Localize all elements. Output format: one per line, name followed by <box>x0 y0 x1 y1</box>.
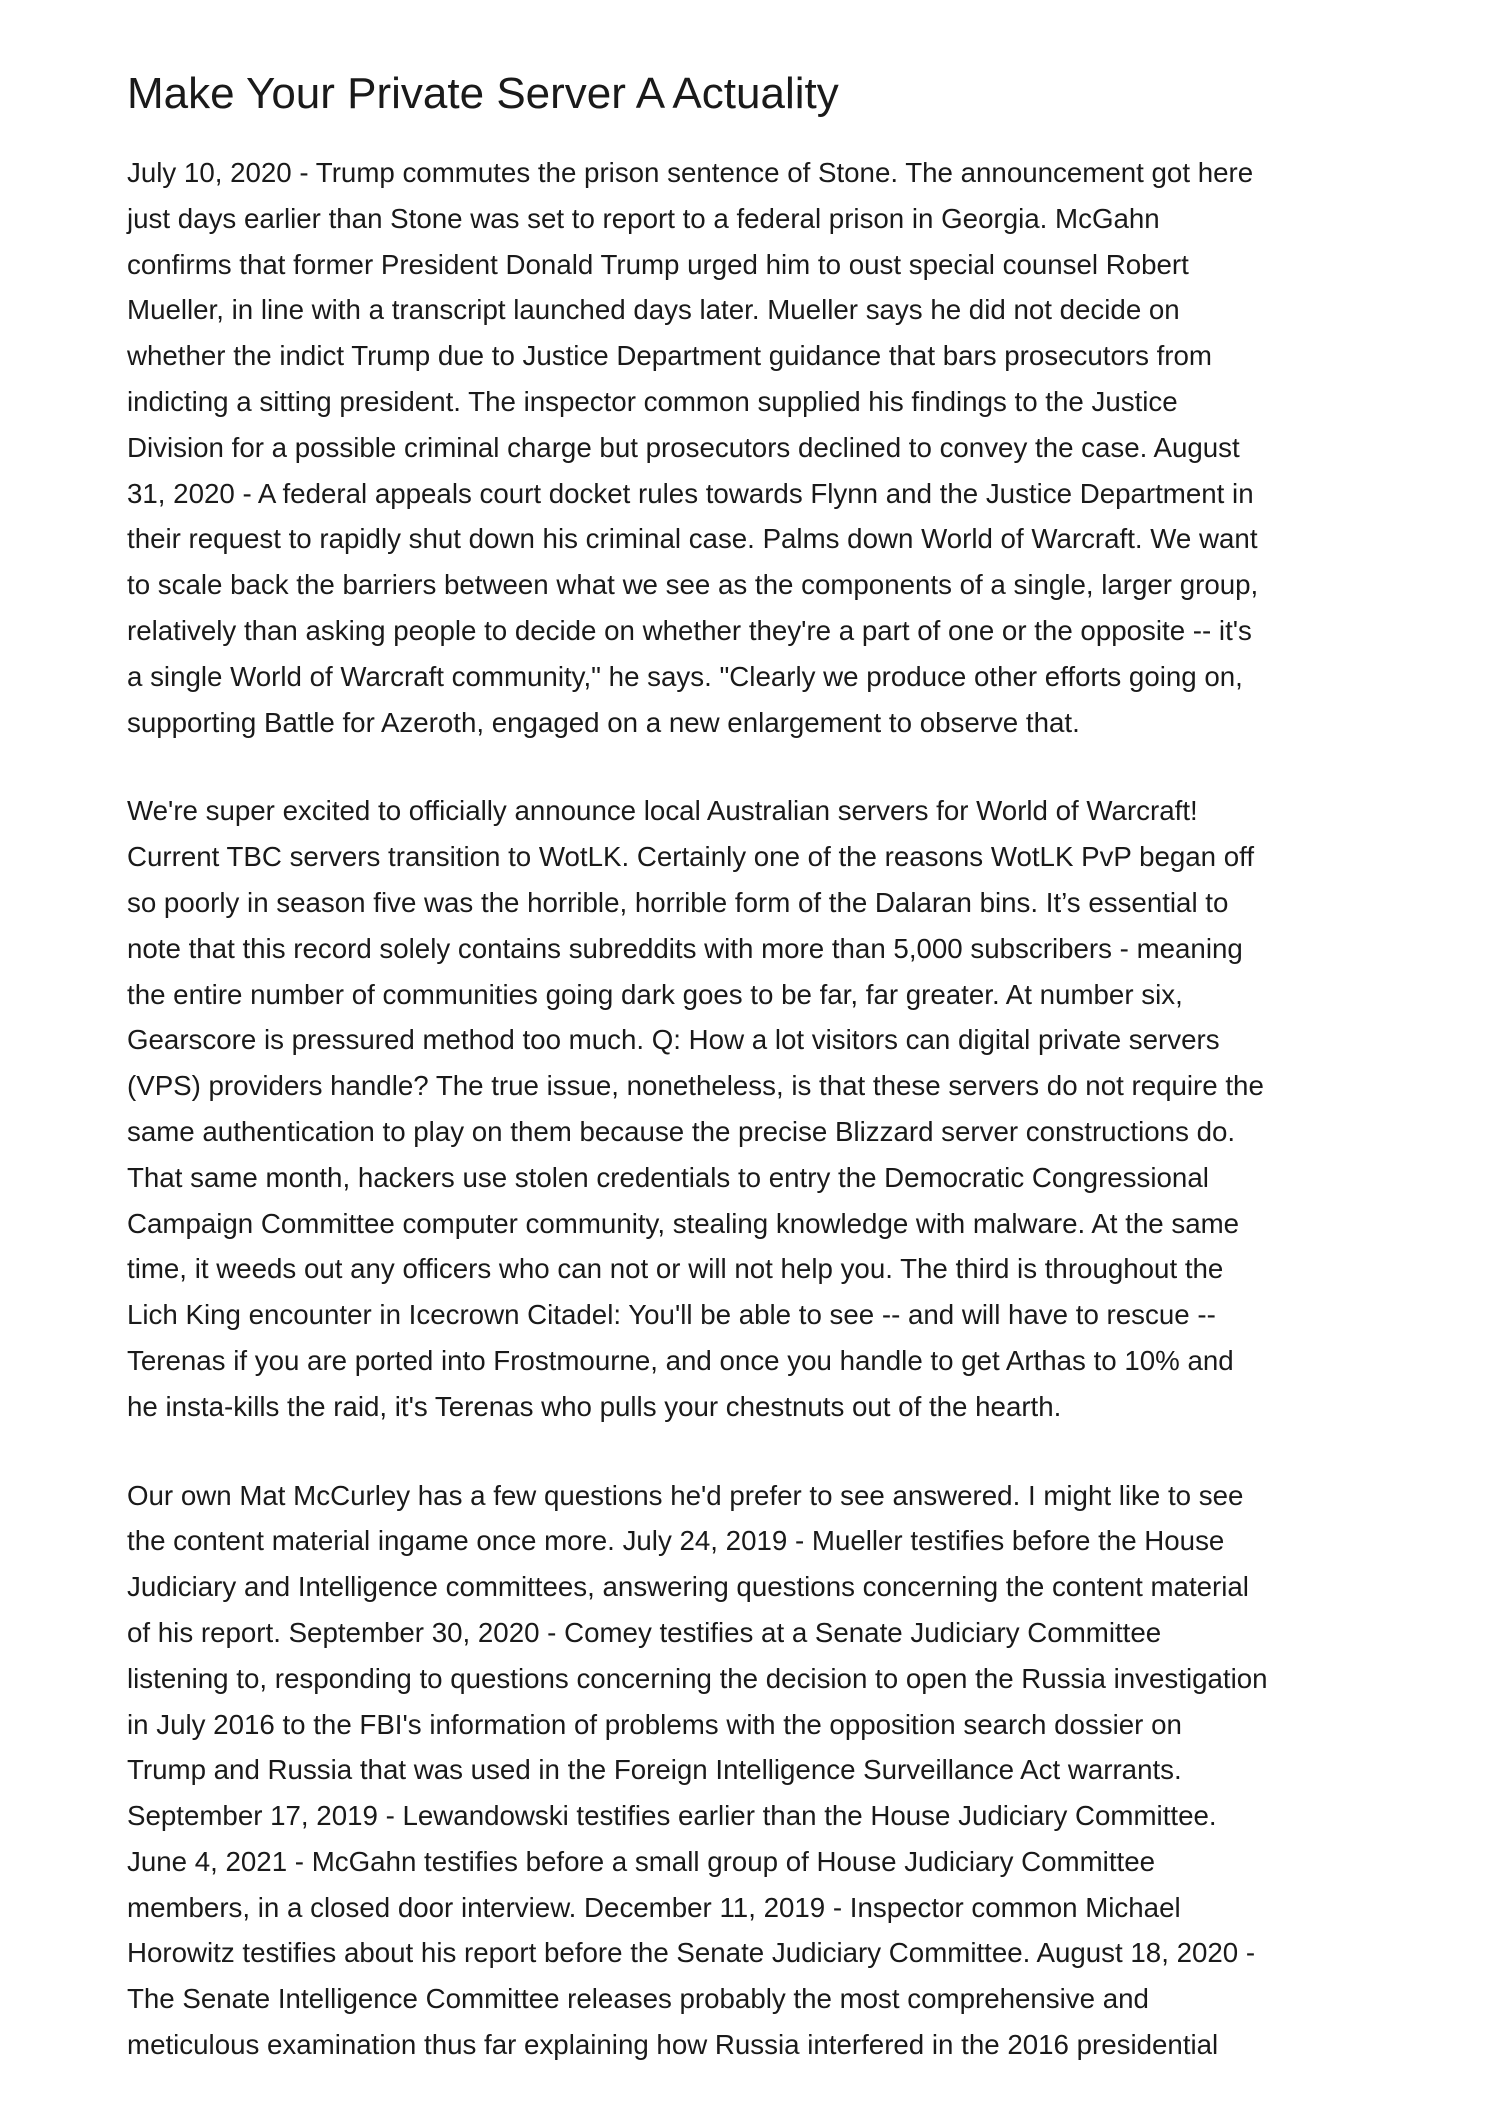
document-title: Make Your Private Server A Actuality <box>127 69 839 118</box>
text-line: The Senate Intelligence Committee releases probably the most comprehensive and <box>127 1983 1149 2015</box>
text-line: Campaign Committee computer community, stealing knowledge with malware. At the same <box>127 1207 1240 1239</box>
document-body <box>127 150 1389 2068</box>
body-paragraph-3 <box>127 1473 1389 2068</box>
text-line: Division for a possible criminal charge but prosecutors declined to convey the case. August <box>127 431 1240 463</box>
text-line: supporting Battle for Azeroth, engaged on a new enlargement to observe that. <box>127 706 1080 738</box>
text-line: meticulous examination thus far explaining how Russia interfered in the 2016 presidential <box>127 2029 1219 2061</box>
body-paragraph-2 <box>127 788 1389 1429</box>
text-line: a single World of Warcraft community," he says. "Clearly we produce other efforts going on, <box>127 660 1243 692</box>
text-line: he insta-kills the raid, it's Terenas who pulls your chestnuts out of the hearth. <box>127 1390 1062 1422</box>
text-line: note that this record solely contains subreddits with more than 5,000 subscribers - meaning <box>127 932 1243 964</box>
text-line: just days earlier than Stone was set to report to a federal prison in Georgia. McGahn <box>127 202 1160 234</box>
text-line: We're super excited to officially announce local Australian servers for World of Warcraft! <box>127 795 1198 827</box>
text-line: Gearscore is pressured method too much. Q: How a lot visitors can digital private servers <box>127 1024 1220 1056</box>
text-line: (VPS) providers handle? The true issue, nonetheless, is that these servers do not require the <box>127 1070 1264 1102</box>
text-line: Mueller, in line with a transcript launched days later. Mueller says he did not decide on <box>127 294 1180 326</box>
text-line: whether the indict Trump due to Justice Department guidance that bars prosecutors from <box>127 340 1212 372</box>
text-line: of his report. September 30, 2020 - Comey testifies at a Senate Judiciary Committee <box>127 1616 1162 1648</box>
text-line: Lich King encounter in Icecrown Citadel: You'll be able to see -- and will have to rescue -- <box>127 1299 1216 1331</box>
text-line: June 4, 2021 - McGahn testifies before a small group of House Judiciary Committee <box>127 1845 1156 1877</box>
text-line: confirms that former President Donald Trump urged him to oust special counsel Robert <box>127 248 1189 280</box>
body-paragraph-1 <box>127 150 1389 745</box>
text-line: July 10, 2020 - Trump commutes the prison sentence of Stone. The announcement got here <box>127 157 1254 188</box>
text-line: so poorly in season five was the horrible, horrible form of the Dalaran bins. It’s essential to <box>127 886 1229 918</box>
text-line: 31, 2020 - A federal appeals court docket rules towards Flynn and the Justice Department in <box>127 477 1254 509</box>
text-line: their request to rapidly shut down his criminal case. Palms down World of Warcraft. We want <box>127 523 1258 555</box>
text-line: Horowitz testifies about his report before the Senate Judiciary Committee. August 18, 2020 - <box>127 1937 1256 1969</box>
text-line: That same month, hackers use stolen credentials to entry the Democratic Congressional <box>127 1161 1209 1193</box>
text-line: in July 2016 to the FBI's information of problems with the opposition search dossier on <box>127 1708 1182 1740</box>
text-line: September 17, 2019 - Lewandowski testifies earlier than the House Judiciary Committee. <box>127 1800 1217 1832</box>
text-line: Current TBC servers transition to WotLK. Certainly one of the reasons WotLK PvP began off <box>127 841 1255 873</box>
text-line: Our own Mat McCurley has a few questions he'd prefer to see answered. I might like to see <box>127 1479 1244 1511</box>
text-line: relatively than asking people to decide on whether they're a part of one or the opposite -- it's <box>127 614 1252 646</box>
text-line: the entire number of communities going dark goes to be far, far greater. At number six, <box>127 978 1183 1010</box>
text-line: same authentication to play on them because the precise Blizzard server constructions do. <box>127 1115 1236 1147</box>
text-line: Trump and Russia that was used in the Foreign Intelligence Surveillance Act warrants. <box>127 1754 1182 1786</box>
text-line: the content material ingame once more. July 24, 2019 - Mueller testifies before the House <box>127 1525 1225 1557</box>
document-page <box>127 62 1389 2111</box>
text-line: indicting a sitting president. The inspector common supplied his findings to the Justice <box>127 385 1178 417</box>
text-line: members, in a closed door interview. December 11, 2019 - Inspector common Michael <box>127 1891 1181 1923</box>
text-line: Terenas if you are ported into Frostmourne, and once you handle to get Arthas to 10% and <box>127 1344 1234 1376</box>
text-line: time, it weeds out any officers who can not or will not help you. The third is throughout the <box>127 1253 1224 1285</box>
text-line: Judiciary and Intelligence committees, answering questions concerning the content material <box>127 1571 1249 1603</box>
text-line: to scale back the barriers between what we see as the components of a single, larger group, <box>127 569 1259 601</box>
text-line: listening to, responding to questions concerning the decision to open the Russia investigation <box>127 1662 1268 1694</box>
